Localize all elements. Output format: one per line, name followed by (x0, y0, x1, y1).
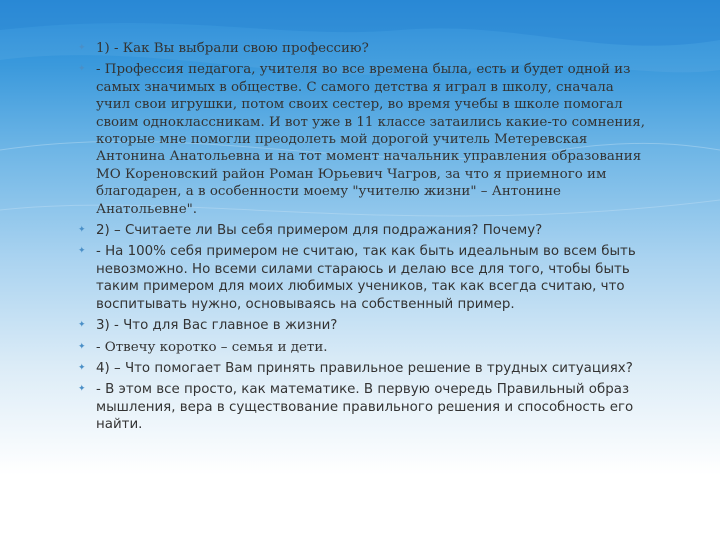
item-text: - На 100% себя примером не считаю, так как быть идеальным во всем быть невозможно. Но всеми силами стараюсь и делаю все для того, чтобы быть таким примером для моих любимых учеников, так как всегда считаю, что воспитывать нужно, основываясь на собственный пример. (96, 244, 636, 312)
list-item (72, 381, 652, 433)
item-text: - В этом все просто, как математике. В первую очередь Правильный образ мышления, вера в существование правильного решения и способность его найти. (96, 382, 634, 433)
item-text: - Отвечу коротко – семья и дети. (96, 339, 328, 355)
list-item (72, 317, 652, 334)
slide-content (72, 40, 652, 438)
four-point-star-icon: ✦ (78, 246, 86, 257)
item-text: 4) – Что помогает Вам принять правильное решение в трудных ситуациях? (96, 360, 633, 376)
item-text: - Профессия педагога, учителя во все времена была, есть и будет одной из самых значимых в обществе. С самого детства я играл в школу, сначала учил свои игрушки, потом своих сестер, во время учебы в школе помогал своим одноклассникам. И вот уже в 11 классе затаились какие-то сомнения, которые мне помогли преодолеть мой дорогой учитель Метеревская Антонина Анатольевна и на тот момент начальник управления образования МО Кореновский район Роман Юрьевич Чагров, за что я приемного им благодарен, а в особенности моему "учителю жизни" – Антонине Анатольевне". (96, 62, 645, 217)
four-point-star-icon: ✦ (78, 43, 86, 53)
bullet-list (72, 40, 652, 434)
list-item (72, 243, 652, 313)
list-item (72, 339, 652, 356)
four-point-star-icon: ✦ (78, 64, 86, 75)
item-text: 2) – Считаете ли Вы себя примером для подражания? Почему? (96, 223, 543, 239)
four-point-star-icon: ✦ (78, 320, 86, 331)
list-item (72, 360, 652, 377)
item-text: 3) - Что для Вас главное в жизни? (96, 318, 338, 334)
list-item (72, 222, 652, 239)
item-text: 1) - Как Вы выбрали свою профессию? (96, 41, 369, 56)
four-point-star-icon: ✦ (78, 362, 86, 373)
four-point-star-icon: ✦ (78, 225, 86, 236)
list-item (72, 61, 652, 218)
four-point-star-icon: ✦ (78, 384, 86, 395)
four-point-star-icon: ✦ (78, 341, 86, 352)
list-item (72, 40, 652, 57)
